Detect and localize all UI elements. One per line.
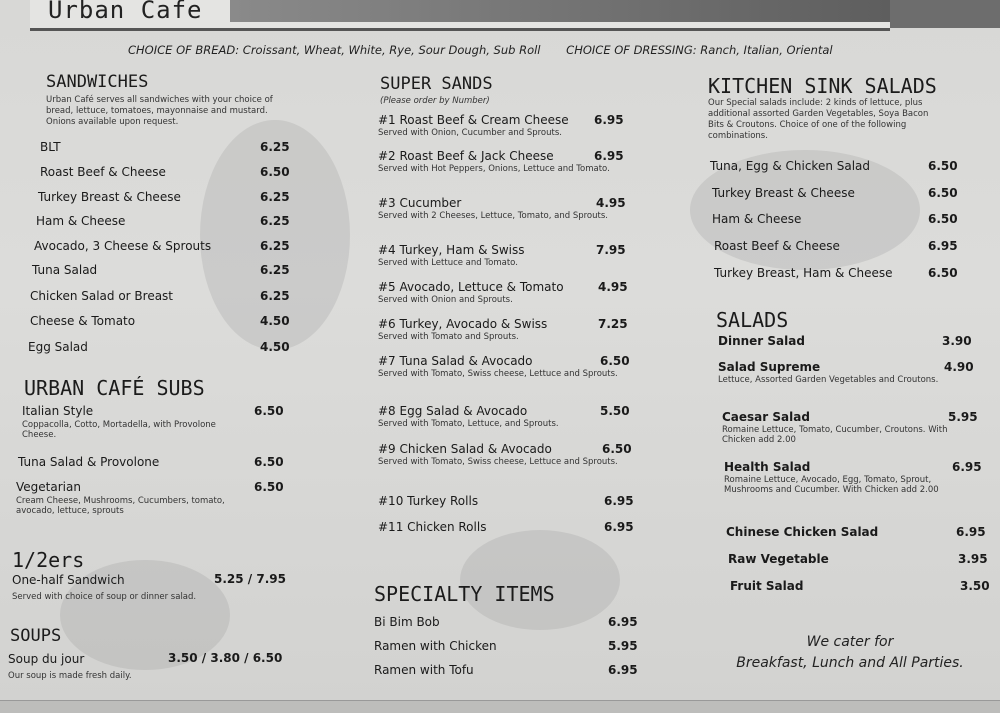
super-sand-item-price: 6.95 <box>604 494 634 508</box>
salad-item-price: 5.95 <box>948 410 978 424</box>
specialty-item-price: 6.95 <box>608 615 638 629</box>
halfers-item-name: One-half Sandwich <box>12 573 125 587</box>
specialty-item-name: Bi Bim Bob <box>374 615 440 629</box>
super-sand-item-name: #7 Tuna Salad & Avocado <box>378 354 533 368</box>
super-sand-item-price: 6.50 <box>600 354 630 368</box>
sub-item-desc: Cream Cheese, Mushrooms, Cucumbers, tomato, avocado, lettuce, sprouts <box>16 496 225 516</box>
soups-item-desc: Our soup is made fresh daily. <box>8 671 132 681</box>
super-sand-item-price: 6.95 <box>594 113 624 127</box>
sandwiches-header: SANDWICHES <box>46 72 149 92</box>
sandwich-item-price: 6.25 <box>260 190 290 204</box>
salad-item-price: 6.95 <box>952 460 982 474</box>
kitchen-sink-item-price: 6.50 <box>928 266 958 280</box>
soups-item-name: Soup du jour <box>8 652 85 666</box>
super-sand-item-price: 4.95 <box>598 280 628 294</box>
sandwich-item-price: 6.25 <box>260 239 290 253</box>
page-title: Urban Cafe <box>48 0 203 24</box>
super-sand-item-price: 6.95 <box>594 149 624 163</box>
kitchen-sink-note: Our Special salads include: 2 kinds of lettuce, plus additional assorted Garden Vegetables, Soya Bacon Bits & Croutons. Choice of one of the following combinations. <box>708 98 929 141</box>
sub-item-price: 6.50 <box>254 480 284 494</box>
super-sand-item-name: #10 Turkey Rolls <box>378 494 479 508</box>
dressing-choice: CHOICE OF DRESSING: Ranch, Italian, Oriental <box>566 43 833 57</box>
super-sand-item-name: #3 Cucumber <box>378 196 462 210</box>
salad-item-name: Salad Supreme <box>718 360 821 374</box>
sandwich-item-name: Egg Salad <box>28 340 88 354</box>
catering-note <box>720 632 980 674</box>
subs-header: URBAN CAFÉ SUBS <box>24 376 205 400</box>
super-sands-header: SUPER SANDS <box>380 74 493 94</box>
super-sand-item-price: 6.50 <box>602 442 632 456</box>
salads-header: SALADS <box>716 308 789 332</box>
super-sand-item-desc: Served with 2 Cheeses, Lettuce, Tomato, and Sprouts. <box>378 211 608 221</box>
super-sand-item-name: #9 Chicken Salad & Avocado <box>378 442 552 456</box>
super-sand-item-name: #11 Chicken Rolls <box>378 520 487 534</box>
salad-item-name: Raw Vegetable <box>728 552 829 566</box>
super-sand-item-desc: Served with Lettuce and Tomato. <box>378 258 518 268</box>
soups-item-price: 3.50 / 3.80 / 6.50 <box>168 651 283 665</box>
salad-item-desc: Romaine Lettuce, Avocado, Egg, Tomato, Sprout, Mushrooms and Cucumber. With Chicken add 2.00 <box>724 475 939 495</box>
salad-item-name: Chinese Chicken Salad <box>726 525 879 539</box>
sub-item-name: Tuna Salad & Provolone <box>18 455 160 469</box>
super-sand-item-price: 5.50 <box>600 404 630 418</box>
kitchen-sink-item-name: Ham & Cheese <box>712 212 802 226</box>
specialty-item-name: Ramen with Tofu <box>374 663 474 677</box>
salad-item-name: Caesar Salad <box>722 410 810 424</box>
halfers-item-price: 5.25 / 7.95 <box>214 572 286 586</box>
sub-item-price: 6.50 <box>254 455 284 469</box>
catering-line-2: Breakfast, Lunch and All Parties. <box>736 655 964 671</box>
salad-item-desc: Lettuce, Assorted Garden Vegetables and Croutons. <box>718 375 939 385</box>
super-sand-item-desc: Served with Onion, Cucumber and Sprouts. <box>378 128 562 138</box>
kitchen-sink-item-price: 6.50 <box>928 159 958 173</box>
bread-choice: CHOICE OF BREAD: Croissant, Wheat, White, Rye, Sour Dough, Sub Roll <box>128 43 541 57</box>
specialty-item-price: 5.95 <box>608 639 638 653</box>
sandwich-item-name: Avocado, 3 Cheese & Sprouts <box>34 239 212 253</box>
super-sand-item-name: #4 Turkey, Ham & Swiss <box>378 243 525 257</box>
title-banner <box>30 0 890 31</box>
halfers-item-desc: Served with choice of soup or dinner salad. <box>12 592 197 602</box>
soups-header: SOUPS <box>10 626 62 646</box>
super-sand-item-name: #2 Roast Beef & Jack Cheese <box>378 149 554 163</box>
bottom-edge <box>0 700 1000 713</box>
kitchen-sink-header: KITCHEN SINK SALADS <box>708 74 937 98</box>
sub-item-price: 6.50 <box>254 404 284 418</box>
kitchen-sink-item-price: 6.95 <box>928 239 958 253</box>
salad-item-price: 3.95 <box>958 552 988 566</box>
kitchen-sink-item-price: 6.50 <box>928 186 958 200</box>
sandwich-item-price: 4.50 <box>260 340 290 354</box>
super-sand-item-price: 4.95 <box>596 196 626 210</box>
super-sand-item-desc: Served with Tomato and Sprouts. <box>378 332 519 342</box>
sandwich-item-price: 6.25 <box>260 263 290 277</box>
salad-item-desc: Romaine Lettuce, Tomato, Cucumber, Croutons. With Chicken add 2.00 <box>722 425 948 445</box>
super-sand-item-name: #1 Roast Beef & Cream Cheese <box>378 113 569 127</box>
salad-item-name: Fruit Salad <box>730 579 804 593</box>
sub-item-desc: Coppacolla, Cotto, Mortadella, with Provolone Cheese. <box>22 420 216 440</box>
super-sand-item-name: #6 Turkey, Avocado & Swiss <box>378 317 548 331</box>
super-sand-item-desc: Served with Onion and Sprouts. <box>378 295 513 305</box>
sandwich-item-name: Roast Beef & Cheese <box>40 165 166 179</box>
super-sand-item-price: 7.25 <box>598 317 628 331</box>
specialty-header: SPECIALTY ITEMS <box>374 582 555 606</box>
sandwich-item-name: BLT <box>40 140 61 154</box>
salad-item-name: Health Salad <box>724 460 811 474</box>
super-sand-item-name: #5 Avocado, Lettuce & Tomato <box>378 280 564 294</box>
super-sand-item-desc: Served with Tomato, Swiss cheese, Lettuce and Sprouts. <box>378 457 618 467</box>
super-sand-item-desc: Served with Tomato, Swiss cheese, Lettuce and Sprouts. <box>378 369 618 379</box>
sandwich-item-price: 6.25 <box>260 214 290 228</box>
super-sands-note: (Please order by Number) <box>380 96 490 106</box>
sandwich-item-name: Chicken Salad or Breast <box>30 289 174 303</box>
kitchen-sink-item-name: Roast Beef & Cheese <box>714 239 840 253</box>
banner-shade <box>230 0 890 22</box>
salad-item-price: 3.50 <box>960 579 990 593</box>
specialty-item-name: Ramen with Chicken <box>374 639 497 653</box>
banner-decoration <box>890 0 1000 28</box>
kitchen-sink-item-name: Turkey Breast, Ham & Cheese <box>714 266 893 280</box>
halfers-header: 1/2ers <box>12 548 85 572</box>
kitchen-sink-item-name: Turkey Breast & Cheese <box>712 186 855 200</box>
sandwich-item-price: 6.25 <box>260 140 290 154</box>
sandwich-item-price: 4.50 <box>260 314 290 328</box>
kitchen-sink-item-price: 6.50 <box>928 212 958 226</box>
choice-line <box>128 43 855 57</box>
super-sand-item-price: 7.95 <box>596 243 626 257</box>
soup-bowl-illustration <box>460 530 620 630</box>
specialty-item-price: 6.95 <box>608 663 638 677</box>
kitchen-sink-item-name: Tuna, Egg & Chicken Salad <box>710 159 871 173</box>
salad-item-name: Dinner Salad <box>718 334 805 348</box>
super-sand-item-price: 6.95 <box>604 520 634 534</box>
sandwiches-note: Urban Café serves all sandwiches with your choice of bread, lettuce, tomatoes, mayonnaise and mustard. Onions available upon request. <box>46 95 273 127</box>
super-sand-item-desc: Served with Hot Peppers, Onions, Lettuce and Tomato. <box>378 164 610 174</box>
sandwich-item-name: Cheese & Tomato <box>30 314 136 328</box>
salad-item-price: 4.90 <box>944 360 974 374</box>
super-sand-item-name: #8 Egg Salad & Avocado <box>378 404 528 418</box>
sandwich-item-name: Ham & Cheese <box>36 214 126 228</box>
salad-item-price: 3.90 <box>942 334 972 348</box>
super-sand-item-desc: Served with Tomato, Lettuce, and Sprouts. <box>378 419 559 429</box>
sub-item-name: Vegetarian <box>16 480 81 494</box>
sandwich-item-price: 6.50 <box>260 165 290 179</box>
salad-item-price: 6.95 <box>956 525 986 539</box>
catering-line-1: We cater for <box>806 634 894 650</box>
sub-item-name: Italian Style <box>22 404 94 418</box>
sandwich-item-price: 6.25 <box>260 289 290 303</box>
sandwich-item-name: Turkey Breast & Cheese <box>38 190 181 204</box>
sandwich-item-name: Tuna Salad <box>32 263 98 277</box>
